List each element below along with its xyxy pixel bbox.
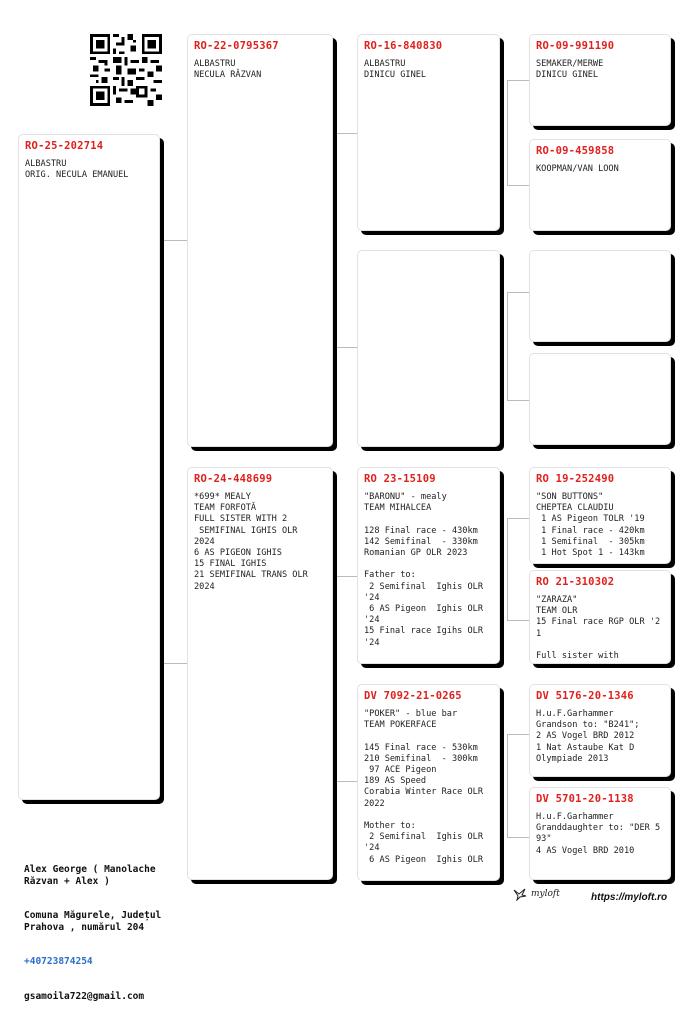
brand-name: myloft — [531, 889, 560, 899]
dss-card[interactable] — [529, 467, 671, 564]
dam-ring: RO-24-448699 — [194, 473, 273, 485]
myloft-logo — [512, 887, 560, 901]
dss-ring: RO 19-252490 — [536, 473, 615, 485]
bird-icon — [512, 887, 528, 901]
dam-card[interactable] — [187, 467, 333, 880]
sire-card[interactable] — [187, 34, 333, 447]
dss-info: "SON BUTTONS" CHEPTEA CLAUDIU 1 AS Pigeon TOLR '19 1 Final race - 420km 1 Semifinal - 305km 1 Hot Spot 1 - 143km — [536, 492, 645, 559]
dds-info: H.u.F.Garhammer Grandson to: "B241"; 2 AS Vogel BRD 2012 1 Nat Astaube Kat D Olympiade 2013 — [536, 709, 640, 764]
sds-card[interactable] — [529, 250, 671, 342]
owner-address: Comuna Măgurele, Județul Prahova , numărul 204 — [24, 910, 162, 933]
sire-sire-info: ALBASTRU DINICU GINEL — [364, 59, 427, 81]
owner-name: Alex George ( Manolache Răzvan + Alex ) — [24, 864, 156, 887]
owner-info — [24, 841, 161, 1014]
sss-info: SEMAKER/MERWE DINICU GINEL — [536, 59, 604, 81]
sss-ring: RO-09-991190 — [536, 40, 615, 52]
sire-info: ALBASTRU NECULA RĂZVAN — [194, 59, 262, 81]
dam-dam-card[interactable] — [357, 684, 500, 881]
sire-dam-card[interactable] — [357, 250, 500, 447]
dam-info: *699* MEALY TEAM FORFOTĂ FULL SISTER WITH 2 SEMIFINAL IGHIS OLR 2024 6 AS PIGEON IGHIS 15 FINAL IGHIS 21 SEMIFINAL TRANS OLR 2024 — [194, 492, 308, 592]
ssd-info: KOOPMAN/VAN LOON — [536, 164, 619, 174]
owner-phone[interactable]: +40723874254 — [24, 956, 93, 967]
ddd-card[interactable] — [529, 787, 671, 880]
dam-dam-ring: DV 7092-21-0265 — [364, 690, 462, 702]
ddd-ring: DV 5701-20-1138 — [536, 793, 634, 805]
dsd-ring: RO 21-310302 — [536, 576, 615, 588]
sss-card[interactable] — [529, 34, 671, 126]
owner-email[interactable]: gsamoila722@gmail.com — [24, 990, 145, 1002]
dds-ring: DV 5176-20-1346 — [536, 690, 634, 702]
dam-sire-info: "BARONU" - mealy TEAM MIHALCEA 128 Final race - 430km 142 Semifinal - 330km Romanian GP OLR 2023 Father to: 2 Semifinal Ighis OLR '24 6 AS Pigeon Ighis OLR '24 15 Final race Igihs OLR '24 — [364, 492, 483, 648]
sire-sire-ring: RO-16-840830 — [364, 40, 443, 52]
ssd-ring: RO-09-459858 — [536, 145, 615, 157]
subject-ring: RO-25-202714 — [25, 140, 104, 152]
sire-ring: RO-22-0795367 — [194, 40, 279, 52]
website-link[interactable]: https://myloft.ro — [591, 892, 668, 903]
sire-sire-card[interactable] — [357, 34, 500, 231]
ddd-info: H.u.F.Garhammer Granddaughter to: "DER 5 93" 4 AS Vogel BRD 2010 — [536, 812, 661, 856]
sdd-card[interactable] — [529, 353, 671, 445]
dsd-card[interactable] — [529, 570, 671, 664]
dsd-info: "ZARAZA" TEAM OLR 15 Final race RGP OLR '2 1 Full sister with — [536, 595, 661, 662]
dam-dam-info: "POKER" - blue bar TEAM POKERFACE 145 Final race - 530km 210 Semifinal - 300km 97 ACE Pigeon 189 AS Speed Corabia Winter Race OLR 2022 Mother to: 2 Semifinal Ighis OLR '24 6 AS Pigeon Ighis OLR — [364, 709, 483, 865]
dam-sire-card[interactable] — [357, 467, 500, 664]
dam-sire-ring: RO 23-15109 — [364, 473, 436, 485]
dds-card[interactable] — [529, 684, 671, 777]
qr-code — [90, 34, 162, 106]
subject-info: ALBASTRU ORIG. NECULA EMANUEL — [25, 159, 129, 181]
ssd-card[interactable] — [529, 139, 671, 231]
subject-card[interactable] — [18, 134, 160, 800]
